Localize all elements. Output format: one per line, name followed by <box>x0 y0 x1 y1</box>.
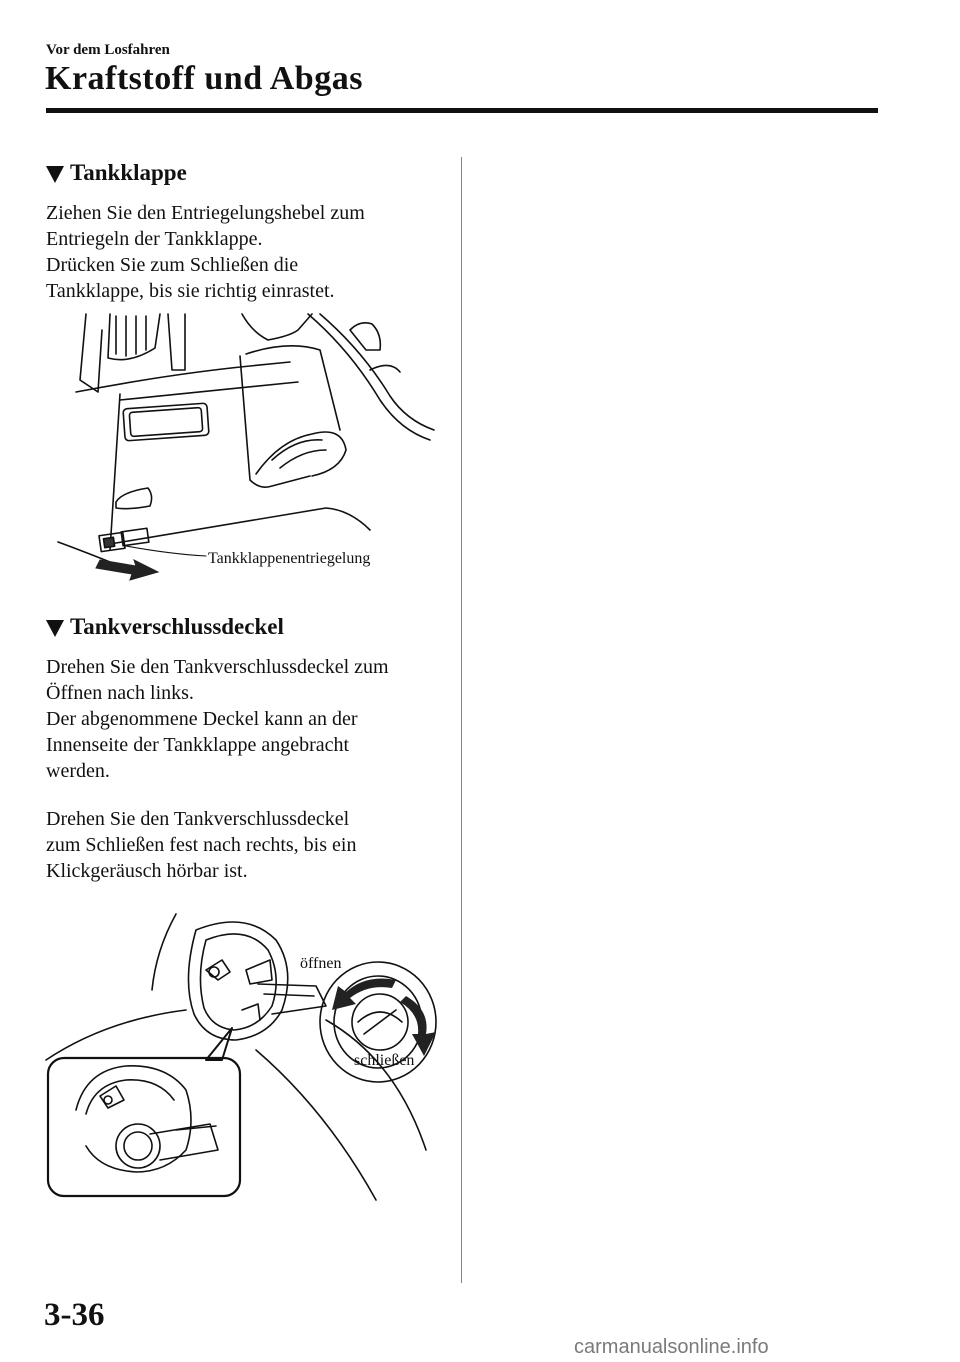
paragraph-open <box>46 654 446 784</box>
text-line: werden. <box>46 760 110 782</box>
figure-label-close: schließen <box>354 1052 415 1069</box>
column-divider <box>461 157 462 1283</box>
text-line: Drücken Sie zum Schließen die <box>46 254 299 276</box>
text-line: Drehen Sie den Tankverschlussdeckel zum <box>46 656 389 678</box>
text-line: Tankklappe, bis sie richtig einrastet. <box>46 280 335 302</box>
triangle-bullet-icon <box>46 620 64 637</box>
figure-label-open: öffnen <box>300 955 342 972</box>
text-line: Ziehen Sie den Entriegelungshebel zum <box>46 202 365 224</box>
footer-watermark: carmanualsonline.info <box>574 1336 769 1358</box>
heading-tankverschlussdeckel <box>46 614 284 640</box>
fuel-lid-release-illustration <box>50 310 440 590</box>
text-line: Klickgeräusch hörbar ist. <box>46 860 248 882</box>
text-line: Entriegeln der Tankklappe. <box>46 228 263 250</box>
header-rule <box>46 108 878 113</box>
paragraph-tankklappe <box>46 200 446 304</box>
text-line: Der abgenommene Deckel kann an der <box>46 708 358 730</box>
text-line: Drehen Sie den Tankverschlussdeckel <box>46 808 350 830</box>
figure-label-release: Tankklappenentriegelung <box>208 550 371 567</box>
heading-text: Tankverschlussdeckel <box>70 614 284 639</box>
pull-arrow-icon <box>96 560 158 580</box>
paragraph-close <box>46 806 446 884</box>
text-line: Öffnen nach links. <box>46 682 194 704</box>
chapter-title: Kraftstoff und Abgas <box>45 60 363 97</box>
page-number: 3-36 <box>44 1297 105 1333</box>
section-label: Vor dem Losfahren <box>46 42 170 58</box>
heading-text: Tankklappe <box>70 160 187 185</box>
text-line: Innenseite der Tankklappe angebracht <box>46 734 350 756</box>
text-line: zum Schließen fest nach rechts, bis ein <box>46 834 357 856</box>
triangle-bullet-icon <box>46 166 64 183</box>
heading-tankklappe <box>46 160 187 186</box>
